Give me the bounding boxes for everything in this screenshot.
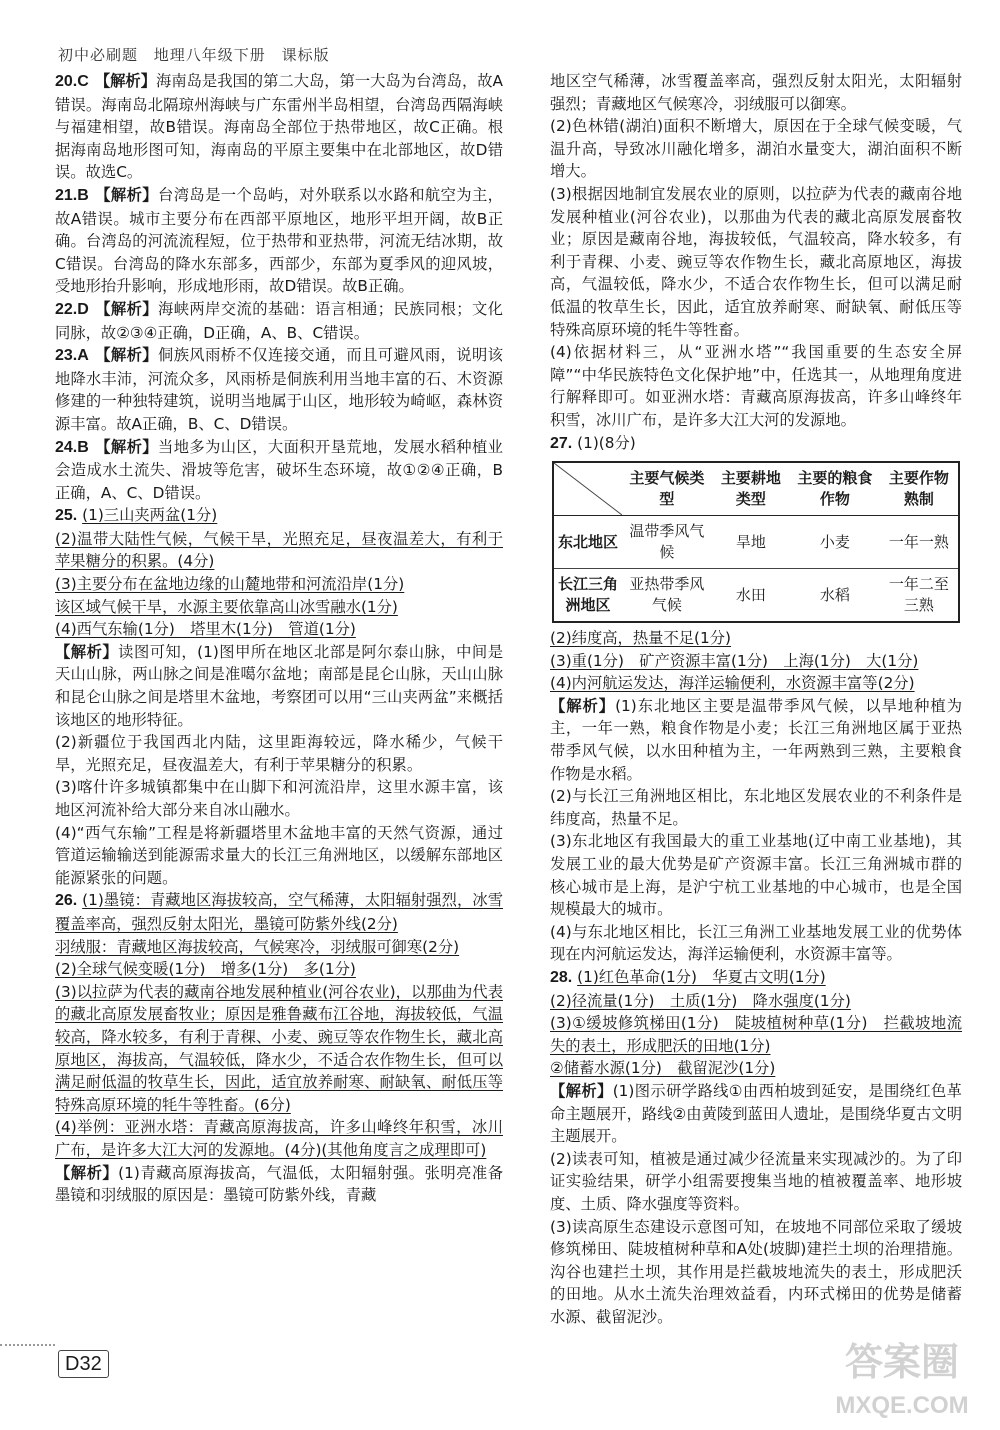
- book-series: 初中必刷题: [58, 46, 139, 64]
- watermark-url: MXQE.COM: [835, 1392, 969, 1419]
- question-25-answer-3b: 该区域气候干旱，水源主要依靠高山冰雪融水(1分): [55, 597, 398, 616]
- question-28-analysis-2: (2)读表可知，植被是通过减少径流量来实现减沙的。为了印证实验结果，研学小组需要搜集当地的植被覆盖率、地形坡度、土质、降水强度等资料。: [550, 1149, 962, 1213]
- table-row: [553, 516, 959, 569]
- running-header: [58, 44, 340, 65]
- question-25-analysis-3: (3)喀什许多城镇都集中在山脚下和河流沿岸，这里水源丰富，该地区河流补给大部分来自冰山融水。: [55, 778, 503, 819]
- question-26-analysis-3: (3)根据因地制宜发展农业的原则，以拉萨为代表的藏南谷地发展种植业(河谷农业)，以那曲为代表的藏北高原发展畜牧业；原因是藏南谷地，海拔较低，气温较高，降水较多，有利于青稞、小麦、豌豆等农作物生长，藏北高原地区，海拔高，气温较低，降水少，不适合农作物生长，但可以满足耐低温的牧草生长，因此，适宜放养耐寒、耐缺氧、耐低压等特殊高原环境的牦牛等牲畜。: [550, 184, 962, 339]
- question-25-analysis-1: 【解析】读图可知，(1)图甲所在地区北部是阿尔泰山脉，中间是天山山脉，两山脉之间是准噶尔盆地；南部是昆仑山脉，天山山脉和昆仑山脉之间是塔里木盆地，考察团可以用“三山夹两盆”来概括该地区的地形特征。: [55, 642, 503, 729]
- table-header-cell: 主要耕地类型: [712, 462, 790, 516]
- question-28-answer-3b: ②储蓄水源(1分) 截留泥沙(1分): [550, 1059, 776, 1078]
- table-cell: 一年一熟: [880, 516, 959, 569]
- question-27-answer-2: (2)纬度高，热量不足(1分): [550, 629, 732, 648]
- question-25-answer-1: 25. (1)三山夹两盆(1分): [55, 506, 218, 525]
- table-cell: 旱地: [712, 516, 790, 569]
- table-corner-cell: [553, 462, 622, 516]
- question-26-answer-1: 26. (1)墨镜：青藏地区海拔较高，空气稀薄，太阳辐射强烈，冰雪覆盖率高，强烈反射太阳光，墨镜可防紫外线(2分): [55, 891, 503, 933]
- table-header-cell: 主要作物熟制: [880, 462, 959, 516]
- question-25-analysis-4: (4)“西气东输”工程是将新疆塔里木盆地丰富的天然气资源，通过管道运输输送到能源需求量大的长江三角洲地区，以缓解东部地区能源紧张的问题。: [55, 823, 503, 887]
- question-26-analysis-cont: 地区空气稀薄，冰雪覆盖率高，强烈反射太阳光，太阳辐射强烈；青藏地区气候寒冷，羽绒服可以御寒。: [550, 72, 962, 113]
- question-21: 21.B 【解析】台湾岛是一个岛屿，对外联系以水路和航空为主，故A错误。城市主要分布在西部平原地区，地形平坦开阔，故B正确。台湾岛的河流流程短，位于热带和亚热带，河流无结冰期，故C错误。台湾岛的降水东部多，西部少，东部为夏季风的迎风坡，受地形抬升影响，形成地形雨，故D错误。故B正确。: [55, 185, 503, 296]
- agriculture-comparison-table: [552, 461, 960, 623]
- table-cell: 亚热带季风气候: [629, 575, 705, 615]
- question-27-answer-3: (3)重(1分) 矿产资源丰富(1分) 上海(1分) 大(1分): [550, 651, 919, 670]
- table-cell: 水田: [735, 585, 766, 604]
- question-26-analysis-1: 【解析】(1)青藏高原海拔高，气温低，太阳辐射强。张明亮准备墨镜和羽绒服的原因是：墨镜可防紫外线，青藏: [55, 1163, 503, 1205]
- question-26-answer-4: (4)举例：亚洲水塔：青藏高原海拔高，许多山峰终年积雪，冰川广布，是许多大江大河的发源地。(4分)(其他角度言之成理即可): [55, 1118, 503, 1159]
- question-25-analysis-2: (2)新疆位于我国西北内陆，这里距海较远，降水稀少，气候干旱，光照充足，昼夜温差大，有利于苹果糖分的积累。: [55, 733, 503, 774]
- question-22: 22.D 【解析】海峡两岸交流的基础：语言相通；民族同根；文化同脉，故②③④正确，D正确，A、B、C错误。: [55, 299, 503, 342]
- question-28-analysis-1: 【解析】(1)图示研学路线①由西柏坡到延安，是围绕红色革命主题展开，路线②由黄陵到蓝田人遗址，是围绕华夏古文明主题展开。: [550, 1081, 962, 1146]
- question-26-answer-1b: 羽绒服：青藏地区海拔较高，气候寒冷，羽绒服可御寒(2分): [55, 937, 460, 956]
- question-27-answer-1: 27. (1)(8分): [550, 433, 636, 452]
- footer-dotted-line: [0, 1344, 55, 1347]
- question-23: 23.A 【解析】侗族风雨桥不仅连接交通，而且可避风雨，说明该地降水丰沛，河流众多，风雨桥是侗族利用当地丰富的石、木资源修建的一种独特建筑，说明当地属于山区，地形较为崎岖，森林资源丰富。故A正确，B、C、D错误。: [55, 346, 503, 433]
- watermark-title: 答案圈: [844, 1340, 960, 1384]
- question-27-analysis-3: (3)东北地区有我国最大的重工业基地(辽中南工业基地)，其发展工业的最大优势是矿产资源丰富。长江三角洲城市群的核心城市是上海，是沪宁杭工业基地的中心城市，也是全国规模最大的城市。: [550, 832, 962, 919]
- question-26-answer-3: (3)以拉萨为代表的藏南谷地发展种植业(河谷农业)，以那曲为代表的藏北高原发展畜牧业；原因是雅鲁藏布江谷地，海拔较低，气温较高，降水较多，有利于青稞、小麦、豌豆等农作物生长，藏北高原地区，海拔高，气温较低，降水少，不适合农作物生长，但可以满足耐低温的牧草生长，因此，适宜放养耐寒、耐缺氧、耐低压等特殊高原环境的牦牛等牲畜。(6分): [55, 982, 503, 1114]
- question-24: 24.B 【解析】当地多为山区，大面积开垦荒地，发展水稻种植业会造成水土流失、滑坡等危害，破坏生态环境，故①②④正确，B正确，A、C、D错误。: [55, 437, 503, 502]
- table-cell: 小麦: [790, 516, 880, 569]
- question-27-answer-4: (4)内河航运发达，海洋运输便利，水资源丰富等(2分): [550, 674, 915, 693]
- question-26-analysis-4: (4)依据材料三，从“亚洲水塔”“我国重要的生态安全屏障”“中华民族特色文化保护地”中，任选其一，从地理角度进行解释即可。如亚洲水塔：青藏高原海拔高，许多山峰终年积雪，冰川广布，是许多大江大河的发源地。: [550, 343, 962, 429]
- table-header-row: [553, 462, 959, 516]
- table-cell: 水稻: [819, 585, 850, 604]
- question-26-analysis-2: (2)色林错(湖泊)面积不断增大，原因在于全球气候变暖，气温升高，导致冰川融化增多，湖泊水量变大，湖泊面积不断增大。: [550, 117, 962, 181]
- question-27-analysis-2: (2)与长江三角洲地区相比，东北地区发展农业的不利条件是纬度高，热量不足。: [550, 787, 962, 828]
- book-edition: 课标版: [281, 46, 330, 64]
- question-25-answer-4: (4)西气东输(1分) 塔里木(1分) 管道(1分): [55, 620, 356, 639]
- question-28-answer-3: (3)①缓坡修筑梯田(1分) 陡坡植树种草(1分) 拦截坡地流失的表土，形成肥沃的田地(1分): [550, 1014, 962, 1055]
- question-27-analysis-1: 【解析】(1)东北地区主要是温带季风气候，以旱地种植为主，一年一熟，粮食作物是小麦；长江三角洲地区属于亚热带季风气候，以水田种植为主，一年两熟到三熟，主要粮食作物是水稻。: [550, 696, 962, 783]
- diagonal-line: [554, 463, 622, 515]
- question-28-analysis-3: (3)读高原生态建设示意图可知，在坡地不同部位采取了缓坡修筑梯田、陡坡植树种草和A处(坡脚)建拦土坝的治理措施。沟谷也建拦土坝，其作用是拦截坡地流失的表土，形成肥沃的田地。从水土流失治理效益看，内环式梯田的优势是储蓄水源、截留泥沙。: [550, 1217, 962, 1326]
- right-column: [550, 70, 962, 1329]
- question-25-answer-3: (3)主要分布在盆地边缘的山麓地带和河流沿岸(1分): [55, 575, 405, 594]
- table-cell: 一年二至三熟: [888, 575, 949, 615]
- question-25-answer-2: (2)温带大陆性气候，气候干旱，光照充足，昼夜温差大，有利于苹果糖分的积累。(4分): [55, 529, 503, 571]
- question-27-analysis-4: (4)与东北地区相比，长江三角洲工业基地发展工业的优势体现在内河航运发达，海洋运输便利，水资源丰富等。: [550, 922, 962, 964]
- left-column: [55, 70, 503, 1207]
- table-header-cell: 主要的粮食作物: [790, 462, 880, 516]
- watermark-logo: [820, 1325, 985, 1425]
- question-28-answer-2: (2)径流量(1分) 土质(1分) 降水强度(1分): [550, 991, 851, 1010]
- table-cell: 温带季风气候: [622, 516, 712, 569]
- book-subject: 地理八年级下册: [153, 46, 266, 64]
- question-28-answer-1: 28. (1)红色革命(1分) 华夏古文明(1分): [550, 968, 826, 986]
- question-20: 20.C 【解析】海南岛是我国的第二大岛，第一大岛为台湾岛，故A错误。海南岛北隔琼州海峡与广东雷州半岛相望，台湾岛西隔海峡与福建相望，故B错误。海南岛全部位于热带地区，故C正确。根据海南岛地形图可知，海南岛的平原主要集中在北部地区，故D错误。故选C。: [55, 72, 504, 182]
- question-26-answer-2: (2)全球气候变暖(1分) 增多(1分) 多(1分): [55, 960, 356, 979]
- table-row-header: 长江三角洲地区: [557, 575, 618, 615]
- table-header-cell: 主要气候类型: [622, 462, 712, 516]
- page-number: D32: [58, 1350, 109, 1378]
- table-row-header: 东北地区: [553, 516, 622, 569]
- table-row: [553, 569, 959, 623]
